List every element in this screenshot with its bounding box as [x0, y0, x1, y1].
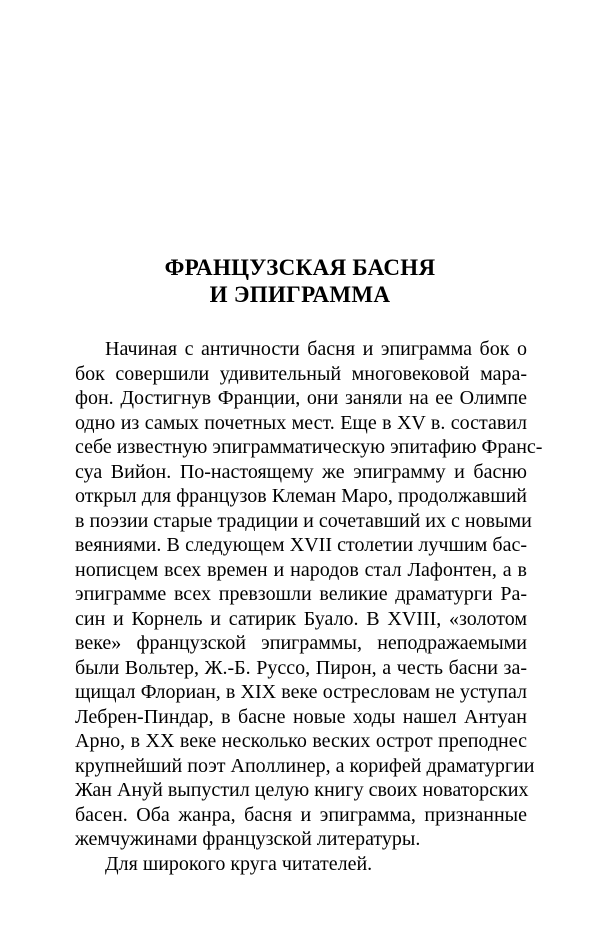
text-line: жемчужинами французской литературы. — [75, 828, 421, 850]
title-line-1: ФРАНЦУЗСКАЯ БАСНЯ — [164, 255, 436, 280]
audience-note: Для широкого круга читателей. — [105, 852, 373, 875]
text-line: басен. Оба жанра, басня и эпиграмма, признанные — [75, 803, 527, 826]
annotation-text — [75, 337, 543, 876]
text-line: Лебрен-Пиндар, в басне новые ходы нашел Антуан — [75, 705, 527, 728]
text-line: Начиная с античности басня и эпиграмма бок о — [105, 338, 527, 360]
text-line: Жан Ануй выпустил целую книгу своих новаторских — [75, 779, 529, 801]
text-line: бок совершили удивительный многовековой мара- — [75, 362, 527, 385]
text-line: фон. Достигнув Франции, они заняли на ее Олимпе — [75, 387, 527, 409]
text-line: суа Вийон. По-настоящему же эпиграмму и басню — [75, 460, 527, 483]
text-line: веке» французской эпиграммы, неподражаемыми — [75, 632, 527, 654]
text-line: открыл для французов Клеман Маро, продолжавший — [75, 485, 527, 507]
text-line: были Вольтер, Ж.-Б. Руссо, Пирон, а честь басни за- — [75, 656, 527, 679]
text-line: одно из самых почетных мест. Еще в XV в. составил — [75, 411, 527, 434]
text-line: син и Корнель и сатирик Буало. В XVIII, «золотом — [75, 607, 527, 630]
text-line: себе известную эпиграмматическую эпитафию Франс- — [75, 436, 543, 458]
text-line: крупнейший поэт Аполлинер, а корифей драматургии — [75, 754, 535, 777]
text-line: веяниями. В следующем XVII столетии лучшим бас- — [75, 534, 527, 556]
text-line: эпиграмме всех превзошли великие драматурги Ра- — [75, 583, 527, 605]
page-title — [0, 254, 600, 308]
title-line-2: И ЭПИГРАММА — [209, 282, 391, 307]
text-line: щищал Флориан, в XIX веке остресловам не уступал — [75, 681, 527, 703]
text-line: в поэзии старые традиции и сочетавший их с новыми — [75, 509, 532, 532]
text-line: Арно, в XX веке несколько веских острот преподнес — [75, 730, 527, 752]
text-line: нописцем всех времен и народов стал Лафонтен, а в — [75, 558, 527, 581]
